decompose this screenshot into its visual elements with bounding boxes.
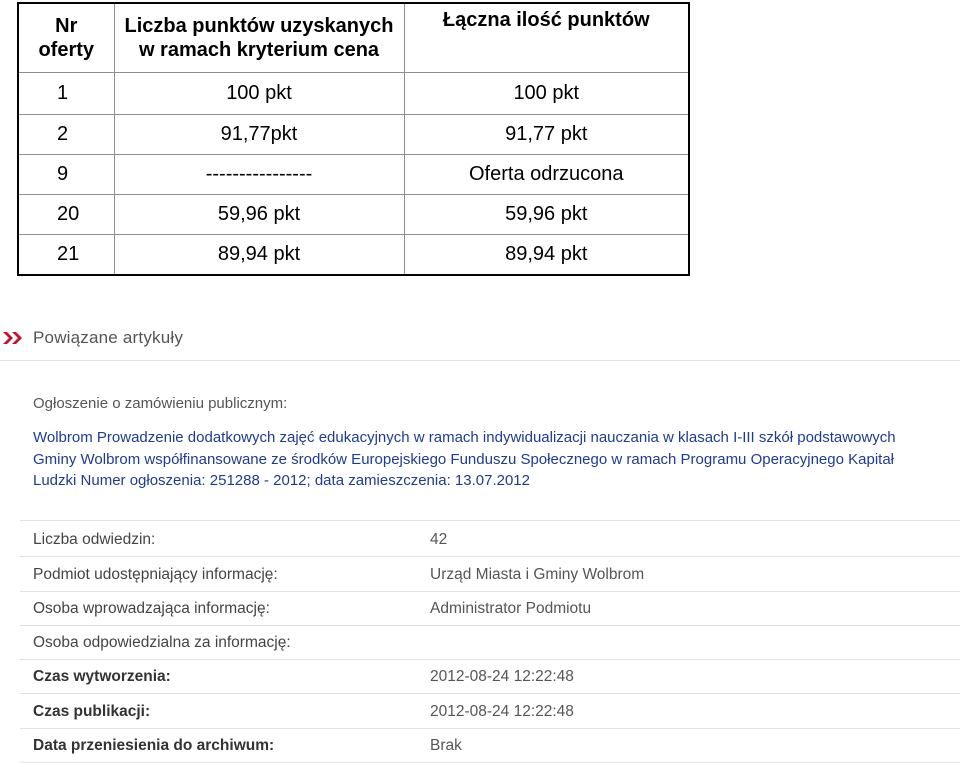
total-points-cell: 91,77 pkt	[404, 115, 689, 155]
created-label-text: Czas wytworzenia:	[33, 668, 171, 685]
provider-label	[33, 566, 278, 584]
published-value: 2012-08-24 12:22:48	[430, 703, 574, 720]
provider-label-text: Podmiot udostępniający informację:	[33, 566, 278, 583]
offer-number-cell: 21	[18, 235, 114, 276]
divider	[20, 693, 960, 694]
table-row	[18, 115, 689, 155]
divider	[20, 556, 960, 557]
responsible-label	[33, 634, 291, 652]
table-row	[18, 155, 689, 195]
archived-label-text: Data przeniesienia do archiwum:	[33, 737, 275, 754]
entered-by-value: Administrator Podmiotu	[430, 600, 592, 617]
double-chevron-right-icon	[3, 331, 23, 345]
created-label	[33, 668, 171, 686]
notice-article-link[interactable]: Wolbrom Prowadzenie dodatkowych zajęć edukacyjnych w ramach indywidualizacji nauczania w klasach I-III szkół podstawowych Gminy Wolbrom współfinansowane ze środków Europejskiego Funduszu Społecznego w ramach Programu Operacyjnego Kapitał Ludzki Numer ogłoszenia: 251288 - 2012; data zamieszczenia: 13.07.2012	[33, 429, 896, 489]
header-total-points-line1: Łączna ilość punktów	[442, 9, 650, 31]
divider	[20, 520, 960, 521]
price-points-cell: 91,77pkt	[114, 115, 404, 155]
header-total-points	[404, 3, 689, 73]
table-row	[18, 195, 689, 235]
offer-number-cell: 1	[18, 73, 114, 115]
archived-value: Brak	[430, 737, 462, 754]
total-points-cell: Oferta odrzucona	[404, 155, 689, 195]
notice-section-label: Ogłoszenie o zamówieniu publicznym:	[33, 395, 288, 412]
visits-label-text: Liczba odwiedzin:	[33, 531, 156, 548]
total-points-cell: 59,96 pkt	[404, 195, 689, 235]
provider-value: Urząd Miasta i Gminy Wolbrom	[430, 566, 645, 583]
header-offer-number-line2: oferty	[38, 39, 95, 61]
archived-label	[33, 737, 274, 755]
responsible-label-text: Osoba odpowiedzialna za informację:	[33, 634, 291, 651]
offers-scores-table	[17, 2, 690, 276]
header-offer-number	[18, 3, 114, 73]
offer-number-cell: 20	[18, 195, 114, 235]
total-points-cell: 100 pkt	[404, 73, 689, 115]
published-label-text: Czas publikacji:	[33, 703, 151, 720]
price-points-cell: 100 pkt	[114, 73, 404, 115]
created-value: 2012-08-24 12:22:48	[430, 668, 574, 685]
price-points-cell: ----------------	[114, 155, 404, 195]
published-label	[33, 703, 150, 721]
related-articles-title: Powiązane artykuły	[33, 328, 184, 347]
visits-value: 42	[430, 531, 448, 548]
divider	[20, 659, 960, 660]
header-price-points-line2: w ramach kryterium cena	[138, 39, 380, 61]
header-offer-number-line1: Nr	[55, 15, 78, 37]
divider	[20, 728, 960, 729]
price-points-cell: 59,96 pkt	[114, 195, 404, 235]
entered-by-label	[33, 600, 270, 618]
price-points-cell: 89,94 pkt	[114, 235, 404, 276]
divider	[20, 625, 960, 626]
offer-number-cell: 9	[18, 155, 114, 195]
related-articles-header	[0, 322, 960, 361]
table-row	[18, 73, 689, 115]
entered-by-label-text: Osoba wprowadzająca informację:	[33, 600, 270, 617]
total-points-cell: 89,94 pkt	[404, 235, 689, 276]
visits-label	[33, 531, 155, 549]
header-price-points-line1: Liczba punktów uzyskanych	[124, 15, 394, 37]
offer-number-cell: 2	[18, 115, 114, 155]
table-row	[18, 235, 689, 276]
table-header-row	[18, 3, 689, 73]
header-price-points	[114, 3, 404, 73]
divider	[20, 591, 960, 592]
